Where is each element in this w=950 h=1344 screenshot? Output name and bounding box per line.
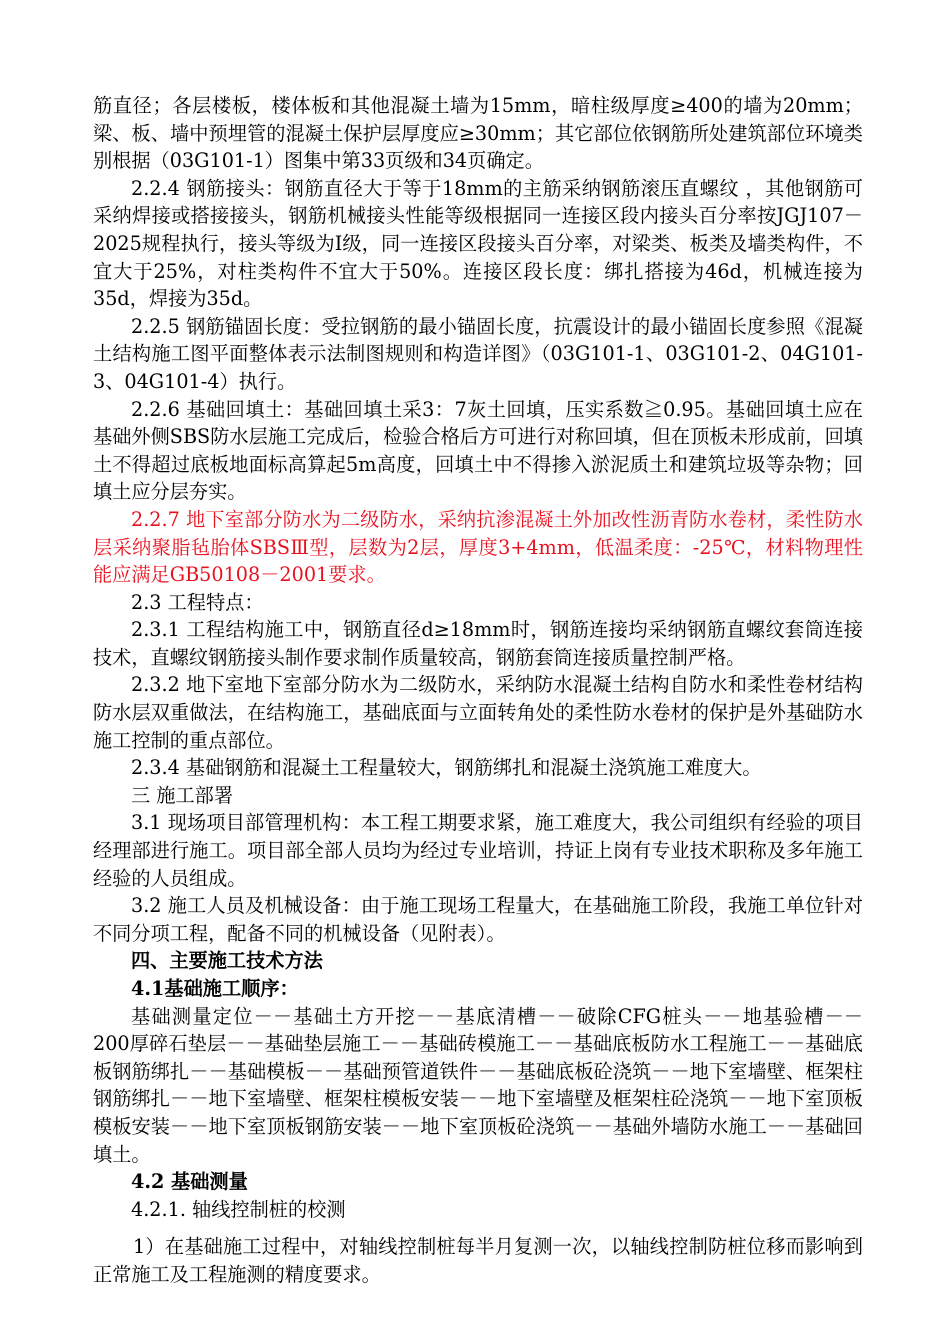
paragraph-feature-workload: 2.3.4 基础钢筋和混凝土工程量较大，钢筋绑扎和混凝土浇筑施工难度大。	[131, 756, 762, 780]
paragraph-basement-waterproofing: 2.2.7 地下室部分防水为二级防水，采纳抗渗混凝土外加改性沥青防水卷材，柔性防水层采纳聚脂毡胎体SBSⅢ型，层数为2层，厚度3+4mm，低温柔度：-25℃，材料物理性能应满足GB50108－2001要求。	[93, 507, 863, 587]
heading-main-techniques: 四、主要施工技术方法	[131, 949, 323, 973]
paragraph-rebar-anchorage: 2.2.5 钢筋锚固长度：受拉钢筋的最小锚固长度，抗震设计的最小锚固长度参照《混凝土结构施工图平面整体表示法制图规则和构造详图》（03G101-1、03G101-2、04G101-3、04G101-4）执行。	[93, 314, 863, 393]
heading-foundation-survey: 4.2 基础测量	[131, 1170, 248, 1194]
heading-construction-deployment: 三 施工部署	[131, 783, 234, 807]
document-page	[93, 92, 863, 1289]
paragraph-axis-control-check: 1）在基础施工过程中，对轴线控制桩每半月复测一次，以轴线控制防桩位移而影响到正常施工及工程施测的精度要求。	[93, 1235, 863, 1286]
paragraph-personnel-equipment: 3.2 施工人员及机械设备：由于施工现场工程量大，在基础施工阶段，我施工单位针对不同分项工程，配备不同的机械设备（见附表）。	[93, 894, 863, 945]
paragraph-project-management: 3.1 现场项目部管理机构：本工程工期要求紧，施工难度大，我公司组织有经验的项目经理部进行施工。项目部全部人员均为经过专业培训，持证上岗有专业技术职称及多年施工经验的人员组成。	[93, 811, 863, 890]
paragraph-feature-waterproofing: 2.3.2 地下室地下室部分防水为二级防水，采纳防水混凝土结构自防水和柔性卷材结构防水层双重做法，在结构施工，基础底面与立面转角处的柔性防水卷材的保护是外基础防水施工控制的重点部位。	[93, 673, 863, 752]
heading-project-features: 2.3 工程特点：	[131, 590, 264, 614]
paragraph-foundation-sequence: 基础测量定位－－基础土方开挖－－基底清槽－－破除CFG桩头－－地基验槽－－200厚碎石垫层－－基础垫层施工－－基础砖模施工－－基础底板防水工程施工－－基础底板钢筋绑扎－－基础模板－－基础预管道铁件－－基础底板砼浇筑－－地下室墙壁、框架柱钢筋绑扎－－地下室墙壁、框架柱模板安装－－地下室墙壁及框架柱砼浇筑－－地下室顶板模板安装－－地下室顶板钢筋安装－－地下室顶板砼浇筑－－基础外墙防水施工－－基础回填土。	[93, 1004, 863, 1166]
heading-foundation-sequence: 4.1基础施工顺序：	[131, 977, 299, 1000]
paragraph-rebar-joints: 2.2.4 钢筋接头：钢筋直径大于等于18mm的主筋采纳钢筋滚压直螺纹 ，其他钢筋可采纳焊接或搭接接头，钢筋机械接头性能等级根据同一连接区段内接头百分率按JGJ107－2025规程执行，接头等级为Ⅰ级，同一连接区段接头百分率，对梁类、板类及墙类构件，不宜大于25%，对柱类构件不宜大于50%。连接区段长度：绑扎搭接为46d，机械连接为35d，焊接为35d。	[93, 176, 863, 311]
paragraph-rebar-cover: 筋直径；各层楼板，楼体板和其他混凝土墙为15mm，暗柱级厚度≥400的墙为20mm；梁、板、墙中预埋管的混凝土保护层厚度应≥30mm；其它部位依钢筋所处建筑部位环境类别根据（03G101-1）图集中第33页级和34页确定。	[93, 94, 863, 173]
paragraph-feature-rebar-connection: 2.3.1 工程结构施工中，钢筋直径d≥18mm时，钢筋连接均采纳钢筋直螺纹套筒连接技术，直螺纹钢筋接头制作要求制作质量较高，钢筋套筒连接质量控制严格。	[93, 618, 863, 669]
paragraph-foundation-backfill: 2.2.6 基础回填土：基础回填土采3：7灰土回填，压实系数≧0.95。基础回填土应在基础外侧SBS防水层施工完成后，检验合格后方可进行对称回填，但在顶板未形成前，回填土不得超过底板地面标高算起5m高度，回填土中不得掺入淤泥质土和建筑垃圾等杂物；回填土应分层夯实。	[93, 397, 863, 504]
heading-axis-control-pile: 4.2.1. 轴线控制桩的校测	[131, 1197, 346, 1221]
